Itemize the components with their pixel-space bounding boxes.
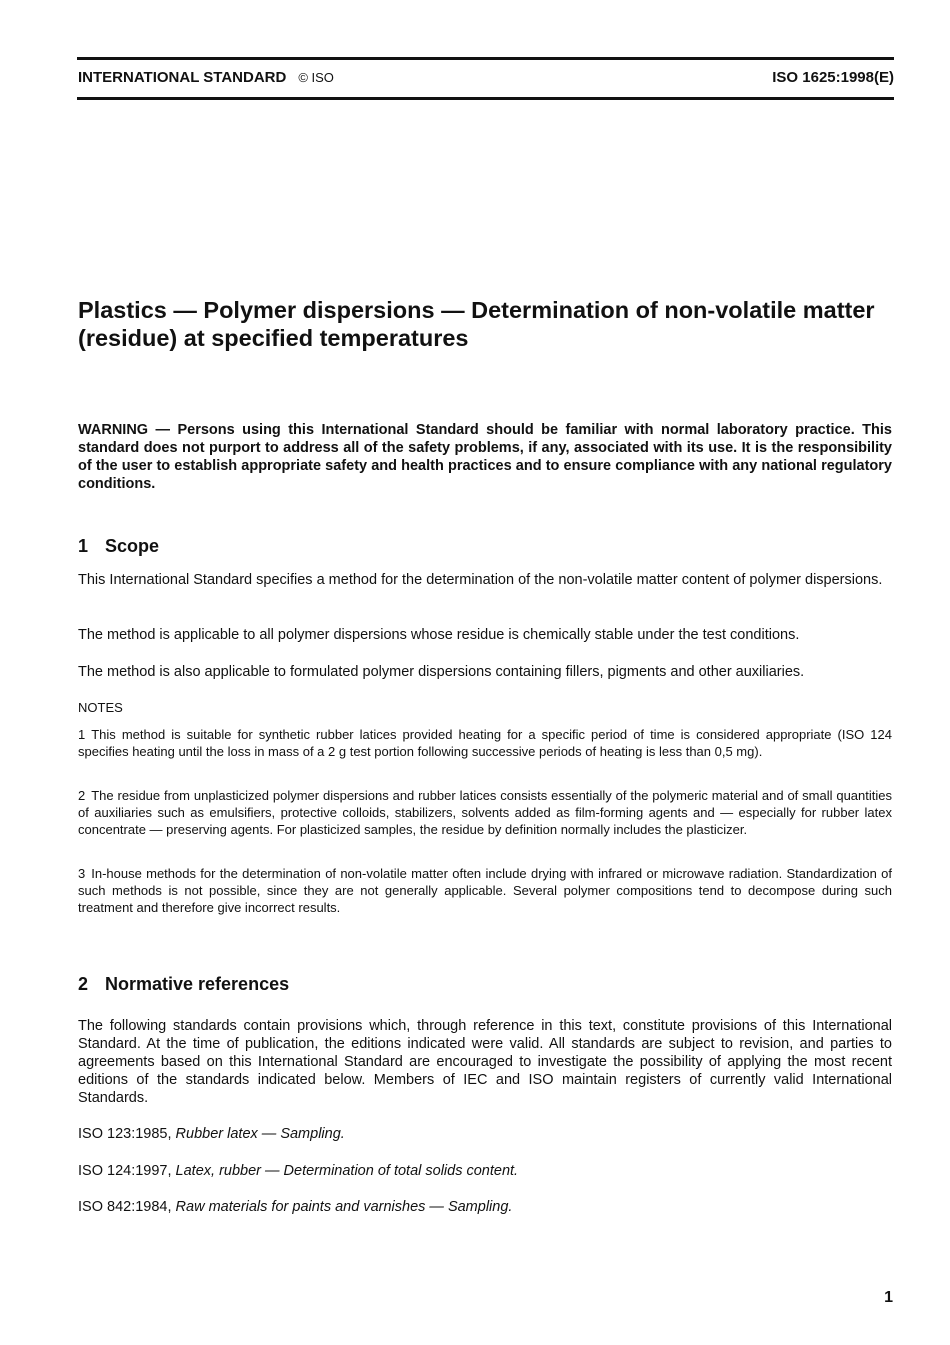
note-1 <box>78 726 892 760</box>
reference-item <box>78 1198 512 1216</box>
normative-references-paragraph: The following standards contain provisions which, through reference in this text, constitute provisions of this International Standard. At the time of publication, the editions indicated were valid. All standards are subject to revision, and parties to agreements based on this International Standard are encouraged to investigate the possibility of applying the most recent editions of the standards indicated below. Members of IEC and ISO maintain registers of currently valid International Standards. <box>78 1018 892 1106</box>
scope-paragraph-1: This International Standard specifies a method for the determination of the non-volatile matter content of polymer dispersions. <box>78 572 883 588</box>
section-2-heading <box>78 973 289 995</box>
note-2-number: 2 <box>78 788 86 803</box>
note-3-number: 3 <box>78 866 86 881</box>
header-document-code: ISO 1625:1998(E) <box>772 69 894 86</box>
reference-title: Rubber latex — Sampling. <box>175 1126 345 1142</box>
notes-label: NOTES <box>78 700 123 715</box>
note-3 <box>78 865 892 916</box>
header-standard-label: INTERNATIONAL STANDARD <box>78 69 287 86</box>
reference-code: ISO 124:1997, <box>78 1163 172 1179</box>
reference-item <box>78 1125 345 1143</box>
note-1-text: This method is suitable for synthetic rubber latices provided heating for a specific period of time is considered appropriate (ISO 124 specifies heating until the loss in mass of a 2 g test portion following successive periods of heating is less than 0,5 mg). <box>78 727 892 759</box>
scope-paragraph-3: The method is also applicable to formulated polymer dispersions containing fillers, pigments and other auxiliaries. <box>78 664 805 680</box>
reference-code: ISO 842:1984, <box>78 1199 172 1215</box>
header-rule-bottom <box>77 97 894 100</box>
header-left <box>78 69 334 87</box>
reference-title: Raw materials for paints and varnishes — Sampling. <box>175 1199 513 1215</box>
section-1-number: 1 <box>78 536 89 556</box>
warning-paragraph: WARNING — Persons using this International Standard should be familiar with normal laboratory practice. This standard does not purport to address all of the safety problems, if any, associated with its use. It is the responsibility of the user to establish appropriate safety and health practices and to ensure compliance with any national regulatory conditions. <box>78 422 892 492</box>
page-number: 1 <box>884 1289 893 1306</box>
reference-title: Latex, rubber — Determination of total solids content. <box>175 1163 519 1179</box>
section-1-heading <box>78 535 159 557</box>
header-copyright: © ISO <box>298 70 334 85</box>
scope-paragraph-2: The method is applicable to all polymer dispersions whose residue is chemically stable under the test conditions. <box>78 627 800 643</box>
section-2-number: 2 <box>78 974 89 994</box>
note-2 <box>78 787 892 838</box>
note-1-number: 1 <box>78 727 86 742</box>
note-2-text: The residue from unplasticized polymer dispersions and rubber latices consists essentially of the polymeric material and of small quantities of auxiliaries such as emulsifiers, protective colloids, stabilizers, solvents added as film-forming agents and — especially for rubber latex concentrate — preserving agents. For plasticized samples, the residue by definition normally includes the plasticizer. <box>78 788 892 837</box>
reference-item <box>78 1162 518 1180</box>
section-2-title: Normative references <box>105 974 290 994</box>
document-title: Plastics — Polymer dispersions — Determination of non-volatile matter (residue) at specified temperatures <box>78 297 875 351</box>
note-3-text: In-house methods for the determination of non-volatile matter often include drying with infrared or microwave radiation. Standardization of such methods is not possible, since they are not generally applicable. Several polymer compositions tend to decompose during such treatment and therefore give incorrect results. <box>78 866 892 915</box>
section-1-title: Scope <box>105 536 160 556</box>
header-rule-top <box>77 57 894 60</box>
reference-code: ISO 123:1985, <box>78 1126 172 1142</box>
